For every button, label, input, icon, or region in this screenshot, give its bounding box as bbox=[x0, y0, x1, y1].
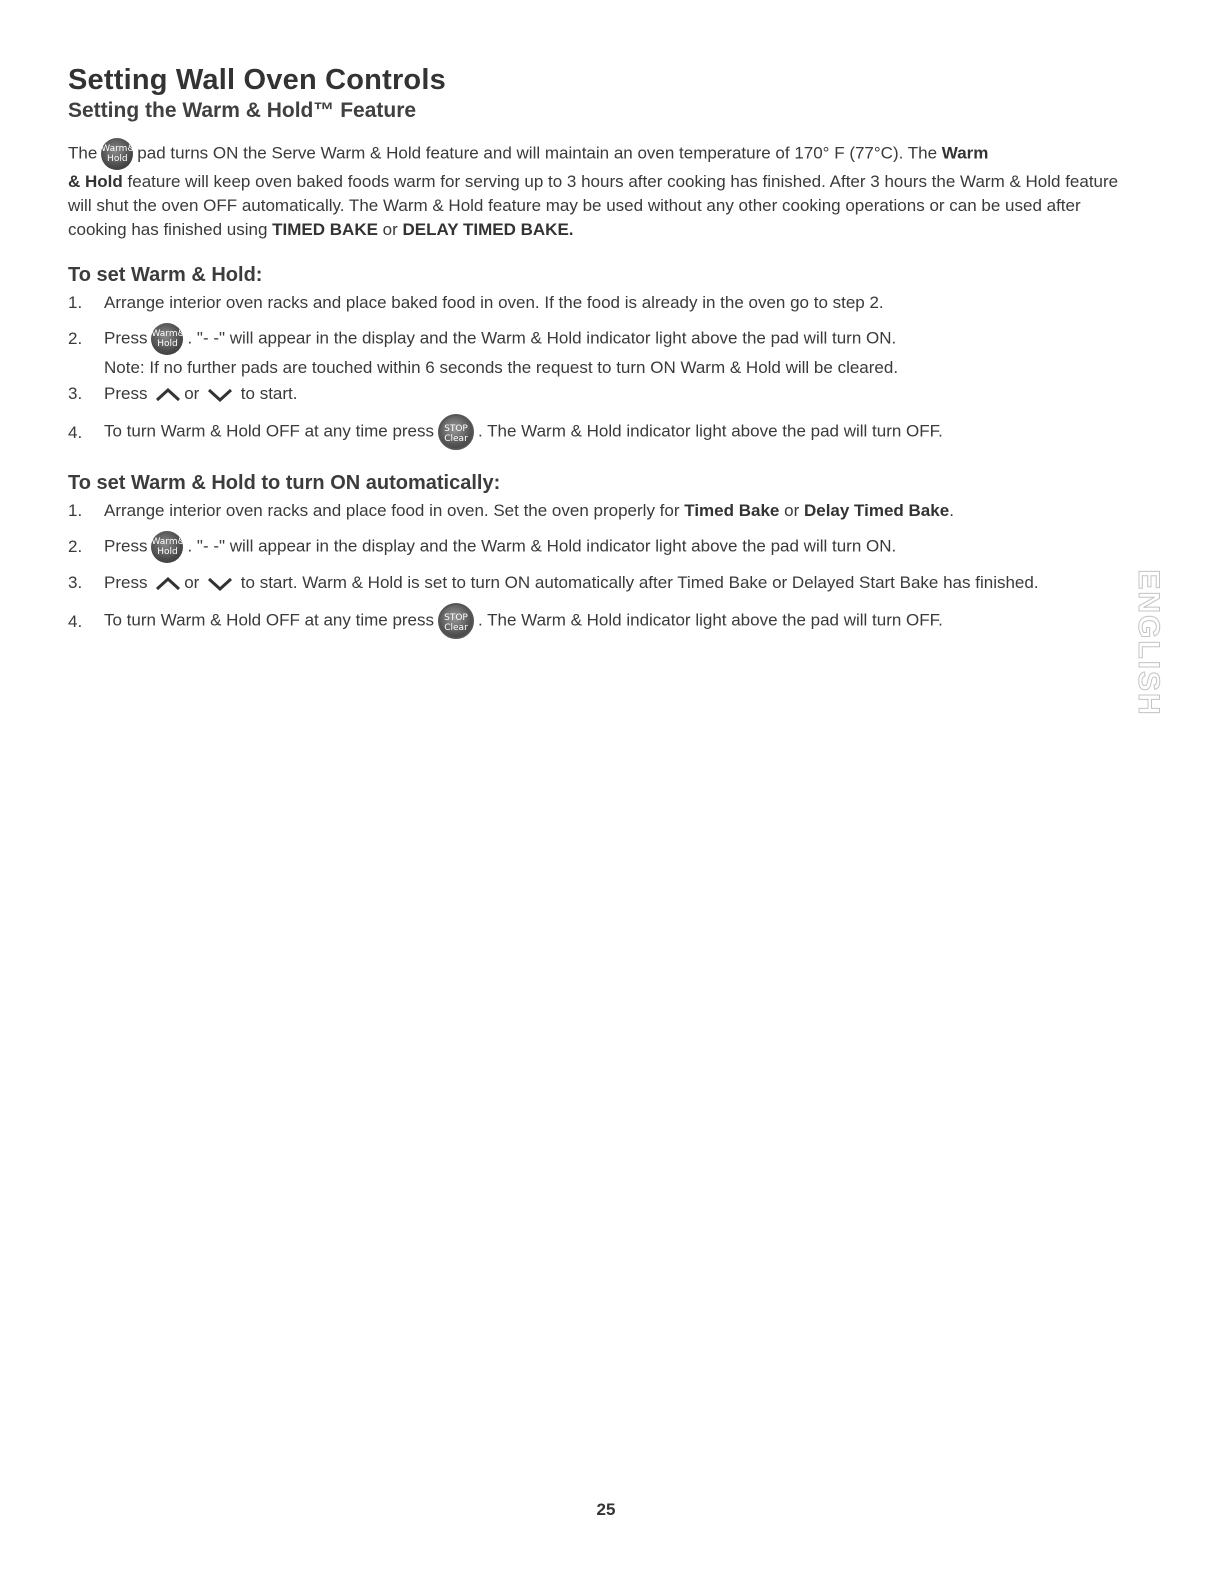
up-arrow-icon bbox=[155, 577, 181, 591]
list-item: 4. To turn Warm & Hold OFF at any time press STOP Clear . The Warm & Hold indicator light above the pad will turn OFF. bbox=[68, 414, 1133, 450]
intro-bold: DELAY TIMED BAKE. bbox=[402, 220, 574, 239]
list-item: 2. Press Warm& Hold . "- -" will appear in the display and the Warm & Hold indicator light above the pad will turn ON. bbox=[68, 531, 1133, 563]
down-arrow-icon bbox=[207, 577, 233, 591]
list-item: 3. Press or to start. Warm & Hold is set to turn ON automatically after Timed Bake or Delayed Start Bake has finished. bbox=[68, 573, 1039, 592]
language-side-tab: ENGLISH bbox=[1132, 569, 1165, 717]
section-warm-hold-auto bbox=[68, 470, 1133, 639]
stop-clear-pad-icon: STOP Clear bbox=[438, 603, 474, 639]
list-item: 2. Press Warm& Hold . "- -" will appear in the display and the Warm & Hold indicator light above the pad will turn ON. bbox=[68, 323, 1133, 355]
list-item: 1. Arrange interior oven racks and place baked food in oven. If the food is already in the oven go to step 2. bbox=[68, 293, 884, 312]
intro-text: feature will keep oven baked foods warm for serving up to 3 hours after cooking has finished. After 3 hours the Warm & Hold feature will shut the oven OFF automatically. The Warm & Hold feature may be used without any other cooking operations or can be used after cooking has finished using bbox=[68, 172, 1119, 239]
page-subtitle: Setting the Warm & Hold™ Feature bbox=[68, 99, 417, 122]
intro-text: pad turns ON the Serve Warm & Hold feature and will maintain an oven temperature of 170° F (77°C). The bbox=[137, 143, 938, 163]
manual-page bbox=[68, 62, 1133, 648]
stop-clear-pad-icon: STOP Clear bbox=[438, 414, 474, 450]
page-number: 25 bbox=[596, 1500, 616, 1519]
steps-list bbox=[68, 292, 1133, 450]
warm-hold-pad-icon: Warm& Hold bbox=[101, 138, 133, 170]
intro-bold: Warm bbox=[941, 143, 989, 163]
section-set-warm-hold bbox=[68, 262, 1133, 450]
list-item: 4. To turn Warm & Hold OFF at any time press STOP Clear . The Warm & Hold indicator light above the pad will turn OFF. bbox=[68, 603, 1133, 639]
note-text: Note: If no further pads are touched within 6 seconds the request to turn ON Warm & Hold will be cleared. bbox=[104, 358, 899, 377]
intro-paragraph bbox=[68, 138, 1133, 170]
section-heading: To set Warm & Hold to turn ON automatically: bbox=[68, 472, 501, 494]
intro-text: or bbox=[382, 220, 398, 239]
section-heading: To set Warm & Hold: bbox=[68, 264, 263, 286]
steps-list bbox=[68, 500, 1133, 639]
warm-hold-pad-icon: Warm& Hold bbox=[151, 531, 183, 563]
down-arrow-icon bbox=[207, 388, 233, 402]
intro-bold: & Hold bbox=[68, 172, 123, 191]
up-arrow-icon bbox=[155, 388, 181, 402]
intro-bold: TIMED BAKE bbox=[272, 220, 378, 239]
list-item: 3. Press or to start. bbox=[68, 384, 298, 403]
intro-paragraph-cont bbox=[68, 170, 1133, 242]
intro-text: The bbox=[68, 143, 98, 163]
page-title: Setting Wall Oven Controls bbox=[68, 64, 446, 96]
warm-hold-pad-icon: Warm& Hold bbox=[151, 323, 183, 355]
list-item: 1. Arrange interior oven racks and place food in oven. Set the oven properly for Timed Bake or Delay Timed Bake. bbox=[68, 501, 954, 520]
